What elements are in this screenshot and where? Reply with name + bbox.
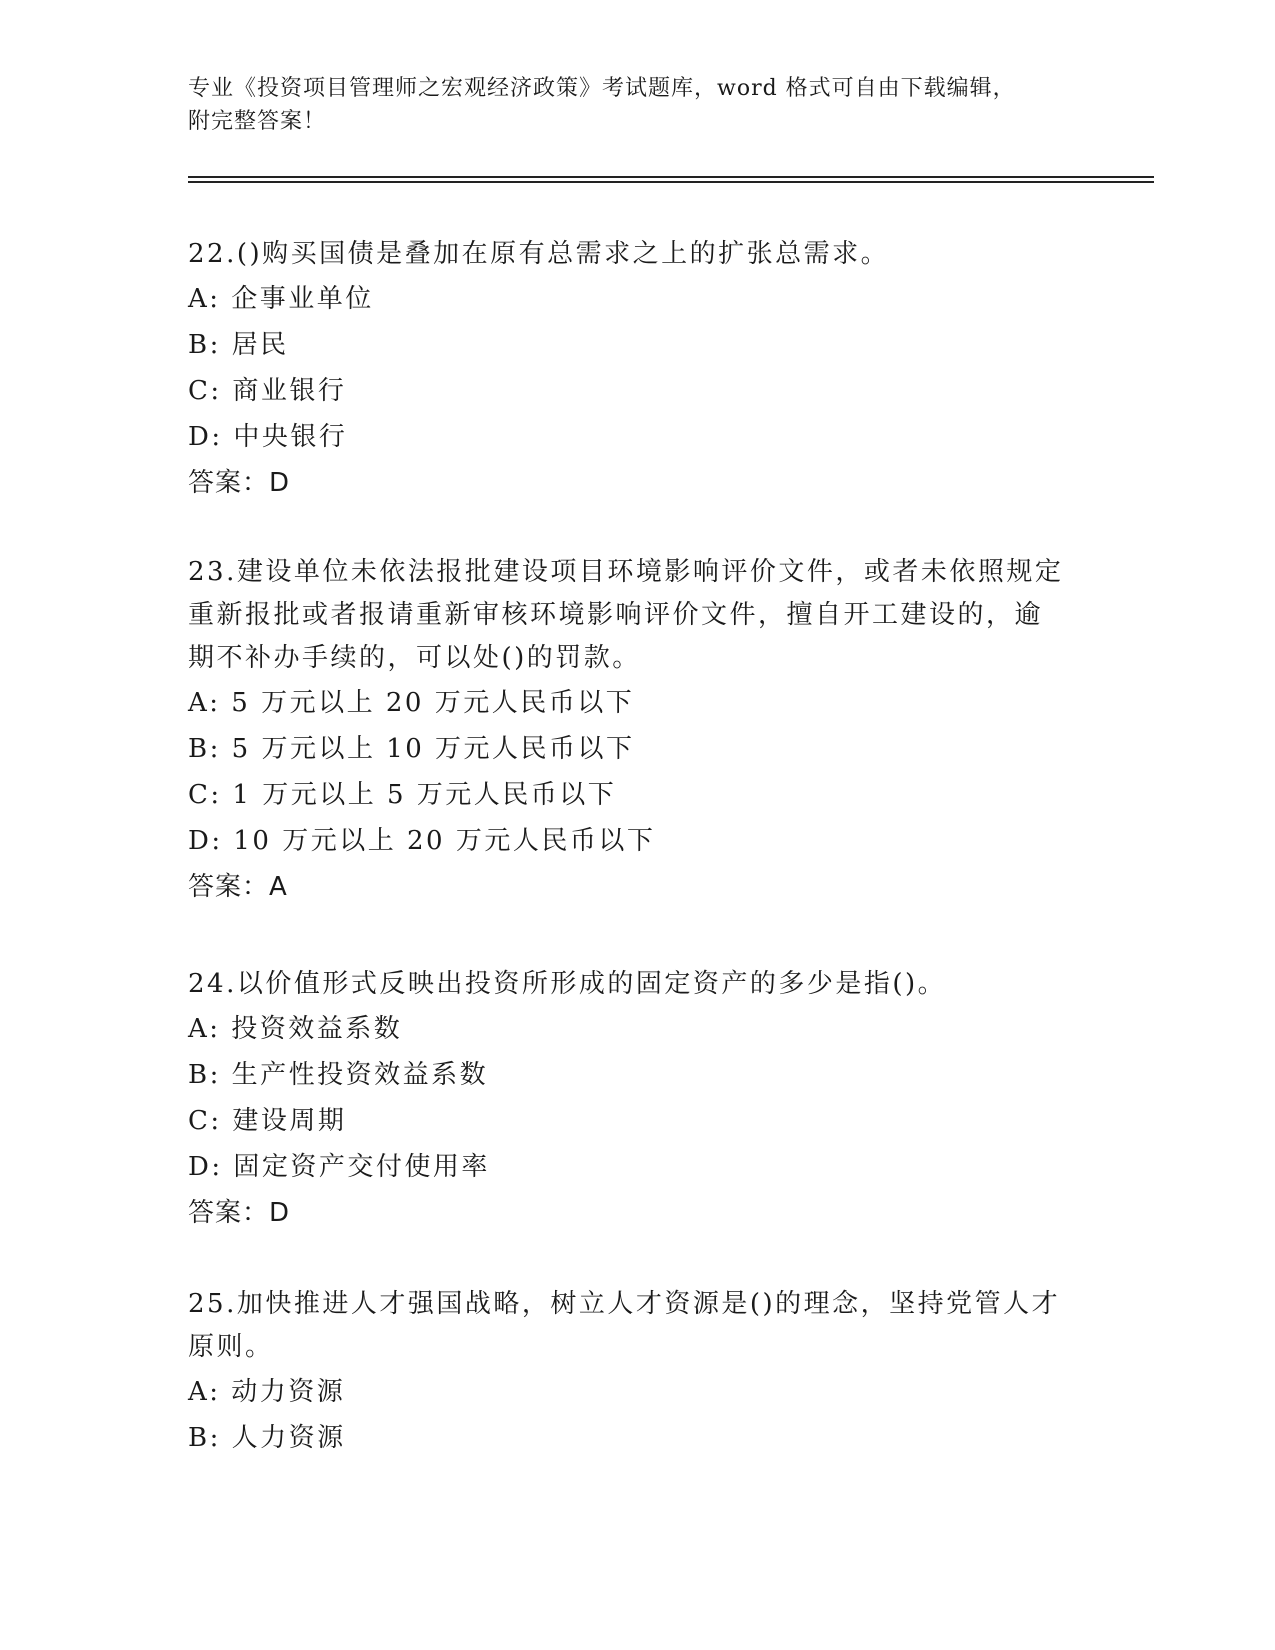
option-c: C: 商业银行	[188, 376, 347, 406]
option-a: A: 企事业单位	[188, 284, 374, 314]
answer: 答案：A	[188, 872, 288, 902]
document-header	[188, 72, 1088, 138]
question-text-line-1: 23.建设单位未依法报批建设项目环境影响评价文件，或者未依照规定	[188, 557, 1064, 587]
question-text-line-2: 原则。	[188, 1332, 274, 1362]
option-a: A: 动力资源	[188, 1377, 346, 1407]
question-text-line-3: 期不补办手续的，可以处()的罚款。	[188, 643, 641, 673]
option-d: D: 中央银行	[188, 422, 348, 452]
option-a: A: 5 万元以上 20 万元人民币以下	[188, 688, 635, 718]
option-b: B: 人力资源	[188, 1423, 346, 1453]
answer: 答案：D	[188, 468, 291, 498]
question-22	[188, 233, 1088, 506]
option-c: C: 建设周期	[188, 1106, 347, 1136]
question-23	[188, 551, 1088, 910]
option-a: A: 投资效益系数	[188, 1014, 403, 1044]
header-line-2: 附完整答案！	[188, 109, 327, 134]
question-text: 24.以价值形式反映出投资所形成的固定资产的多少是指()。	[188, 969, 947, 999]
question-24	[188, 963, 1088, 1236]
option-b: B: 生产性投资效益系数	[188, 1060, 489, 1090]
question-text: 22.()购买国债是叠加在原有总需求之上的扩张总需求。	[188, 239, 890, 269]
option-b: B: 居民	[188, 330, 289, 360]
question-text-line-2: 重新报批或者报请重新审核环境影响评价文件，擅自开工建设的，逾	[188, 600, 1044, 630]
question-25	[188, 1283, 1088, 1461]
header-line-1: 专业《投资项目管理师之宏观经济政策》考试题库，word 格式可自由下载编辑，	[188, 76, 1016, 101]
question-text-line-1: 25.加快推进人才强国战略，树立人才资源是()的理念，坚持党管人才	[188, 1289, 1061, 1319]
answer: 答案：D	[188, 1198, 291, 1228]
option-c: C: 1 万元以上 5 万元人民币以下	[188, 780, 617, 810]
header-divider-bottom	[188, 181, 1154, 183]
option-b: B: 5 万元以上 10 万元人民币以下	[188, 734, 635, 764]
option-d: D: 10 万元以上 20 万元人民币以下	[188, 826, 656, 856]
header-divider-top	[188, 176, 1154, 178]
option-d: D: 固定资产交付使用率	[188, 1152, 490, 1182]
